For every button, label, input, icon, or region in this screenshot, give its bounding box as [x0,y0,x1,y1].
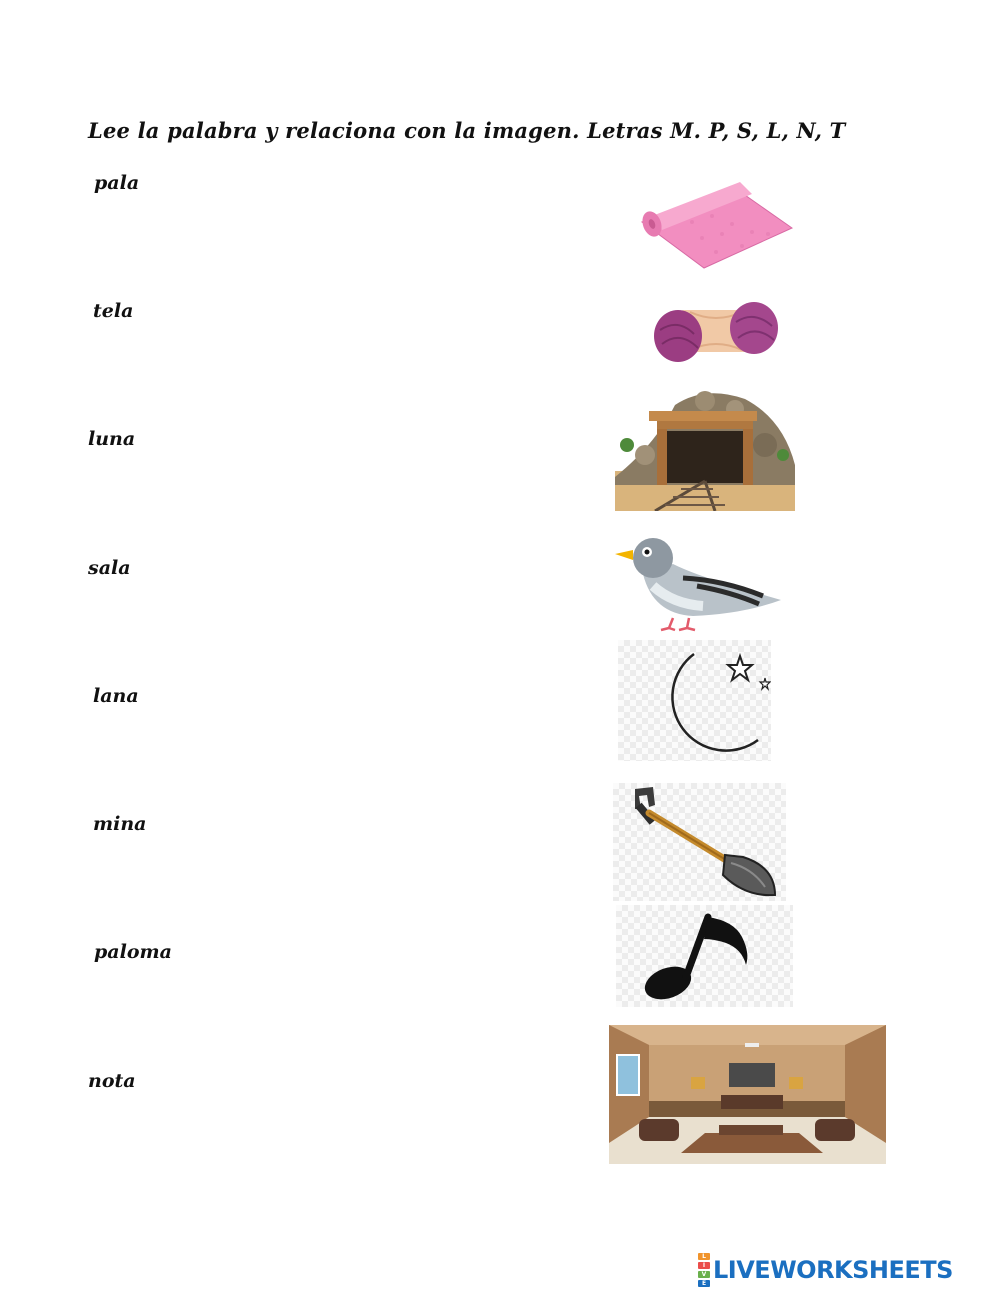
mine-entrance-image[interactable] [615,385,795,511]
word-sala[interactable]: sala [88,557,131,579]
liveworksheets-icon [698,1252,710,1288]
yarn-ball-image[interactable] [650,294,782,368]
liveworksheets-logo [698,1254,953,1286]
word-lana[interactable]: lana [93,685,139,707]
pigeon-image[interactable] [613,534,783,632]
logo-letter-i: I [698,1262,710,1269]
word-paloma[interactable]: paloma [94,941,172,963]
word-luna[interactable]: luna [88,428,136,450]
music-note-image[interactable] [616,905,793,1007]
liveworksheets-text: LIVEWORKSHEETS [713,1256,953,1284]
fabric-roll-image[interactable] [632,172,796,278]
logo-letter-e: E [698,1280,710,1287]
crescent-moon-image[interactable] [618,640,771,761]
word-nota[interactable]: nota [88,1070,136,1092]
logo-letter-v: V [698,1271,710,1278]
logo-letter-l: L [698,1253,710,1260]
worksheet-title: Lee la palabra y relaciona con la imagen. Letras M. P, S, L, N, T [88,118,846,143]
word-pala[interactable]: pala [94,172,140,194]
shovel-image[interactable] [613,783,786,901]
living-room-image[interactable] [609,1025,886,1164]
word-tela[interactable]: tela [93,300,134,322]
word-mina[interactable]: mina [93,813,147,835]
